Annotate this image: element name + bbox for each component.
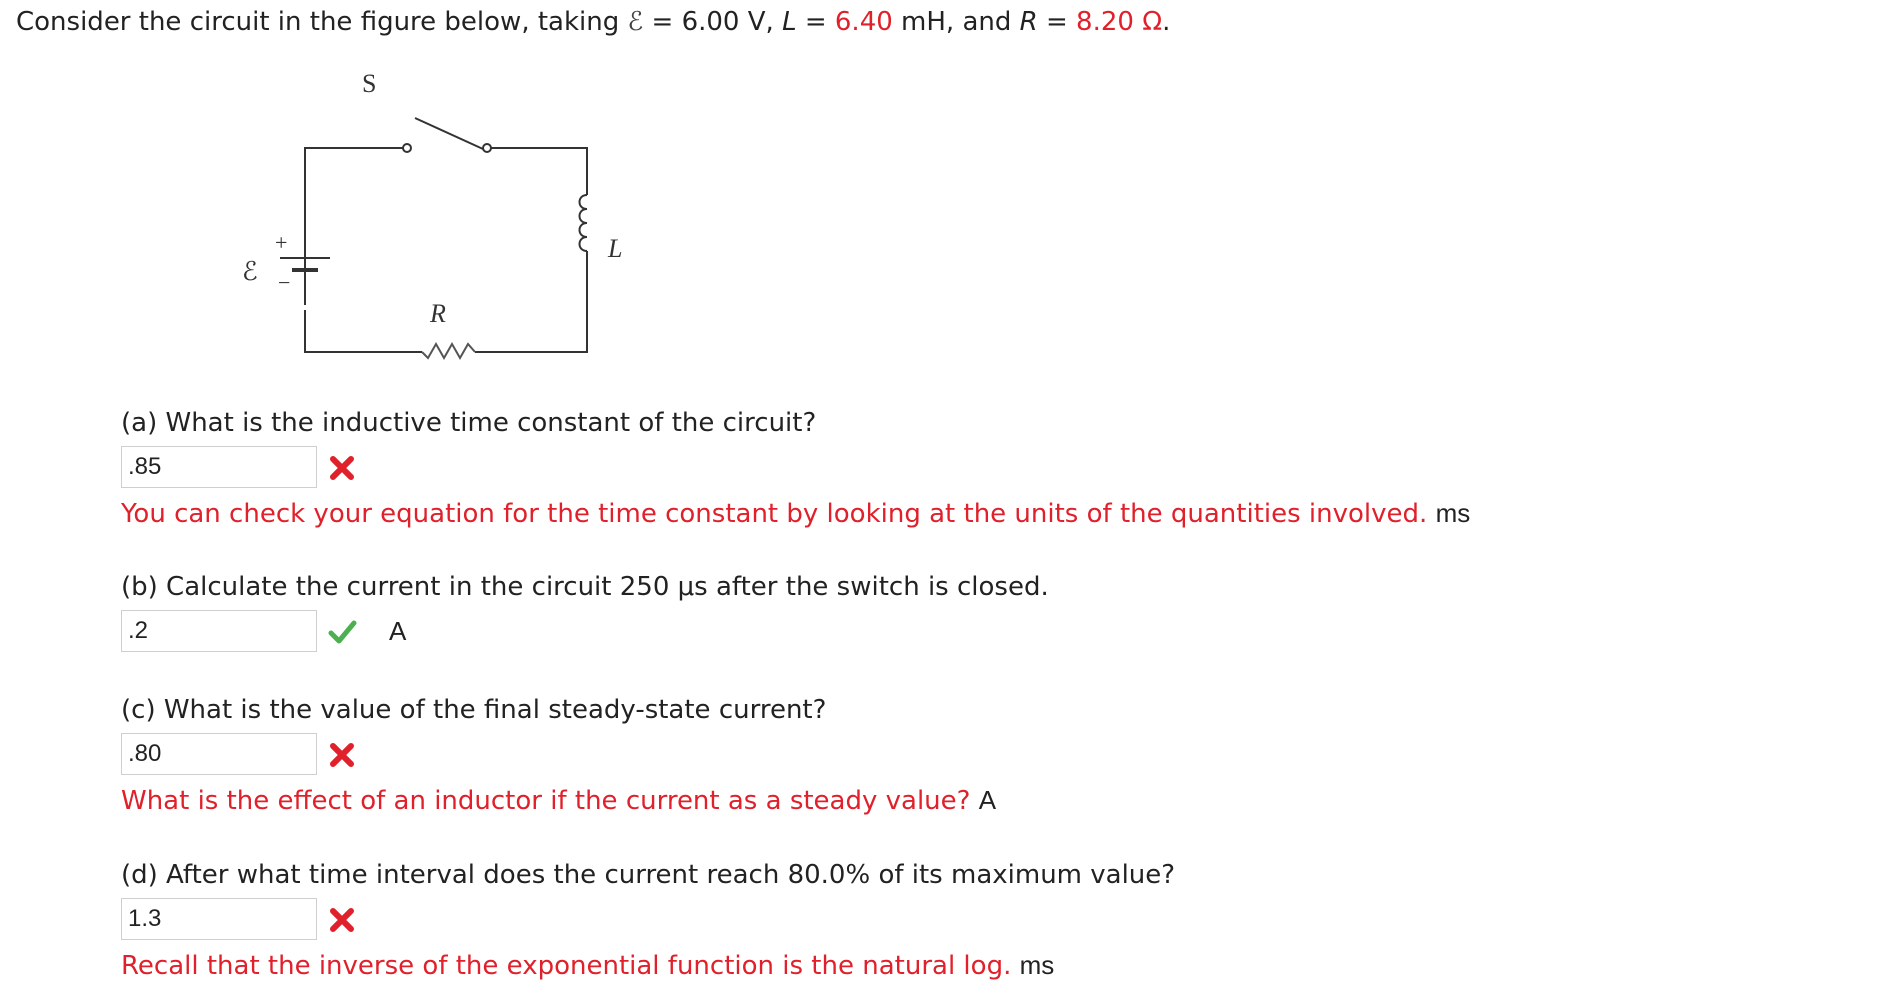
answer-row-c [121, 733, 1821, 777]
part-a [121, 406, 1821, 531]
emf-symbol: ℰ [627, 7, 644, 37]
answer-input-b[interactable] [121, 610, 317, 652]
answer-row-a [121, 446, 1821, 490]
check-mark-icon [327, 617, 357, 647]
inductance-symbol: L [782, 7, 797, 37]
wire-bottom-left [305, 310, 422, 352]
part-c [121, 693, 1821, 818]
statement-end: . [1162, 7, 1171, 37]
answer-row-d [121, 898, 1821, 942]
circuit-diagram [220, 60, 640, 370]
hint-d: Recall that the inverse of the exponential function is the natural log. [121, 951, 1012, 981]
inductance-unit: mH, and [901, 7, 1012, 37]
battery-plus: + [275, 230, 288, 255]
part-b [121, 570, 1821, 654]
question-c: (c) What is the value of the final steady-state current? [121, 695, 827, 725]
resistance-eq: = [1045, 7, 1068, 37]
problem-statement [16, 4, 1170, 40]
x-mark-icon [327, 453, 357, 483]
unit-c: A [978, 785, 997, 815]
inductor-label: L [608, 234, 623, 263]
answer-input-d[interactable] [121, 898, 317, 940]
x-mark-icon [327, 740, 357, 770]
inductance-value: 6.40 [834, 7, 893, 37]
resistance-symbol: R [1019, 7, 1038, 37]
hint-c: What is the effect of an inductor if the current as a steady value? [121, 786, 971, 816]
switch-label: S [362, 69, 377, 98]
part-d [121, 858, 1821, 983]
wire-top-right [491, 148, 587, 195]
resistor-label: R [430, 299, 446, 328]
switch-contact-left [403, 144, 411, 152]
wire-right-bottom [475, 251, 587, 352]
feedback-d [121, 948, 1821, 983]
unit-d: ms [1019, 950, 1055, 980]
unit-a: ms [1435, 498, 1471, 528]
intro-text: Consider the circuit in the figure below, taking [16, 7, 620, 37]
feedback-a [121, 496, 1821, 531]
switch-contact-right [483, 144, 491, 152]
inductance-eq: = [804, 7, 827, 37]
answer-row-b [121, 610, 1821, 654]
hint-a: You can check your equation for the time constant by looking at the units of the quantities involved. [121, 499, 1428, 529]
switch-blade [415, 118, 483, 149]
x-mark-icon [327, 905, 357, 935]
resistance-value: 8.20 Ω [1076, 7, 1163, 37]
answer-input-c[interactable] [121, 733, 317, 775]
wire-top-left [305, 148, 403, 305]
feedback-c [121, 783, 1821, 818]
emf-value: = 6.00 V, [651, 7, 774, 37]
resistor-zigzag [422, 344, 475, 358]
answer-input-a[interactable] [121, 446, 317, 488]
question-a: (a) What is the inductive time constant of the circuit? [121, 408, 817, 438]
question-d: (d) After what time interval does the current reach 80.0% of its maximum value? [121, 860, 1176, 890]
question-b: (b) Calculate the current in the circuit 250 μs after the switch is closed. [121, 572, 1049, 602]
inductor-coil [580, 195, 588, 251]
battery-minus: − [278, 270, 291, 295]
unit-b: A [389, 616, 407, 646]
emf-label: ℰ [242, 257, 258, 286]
